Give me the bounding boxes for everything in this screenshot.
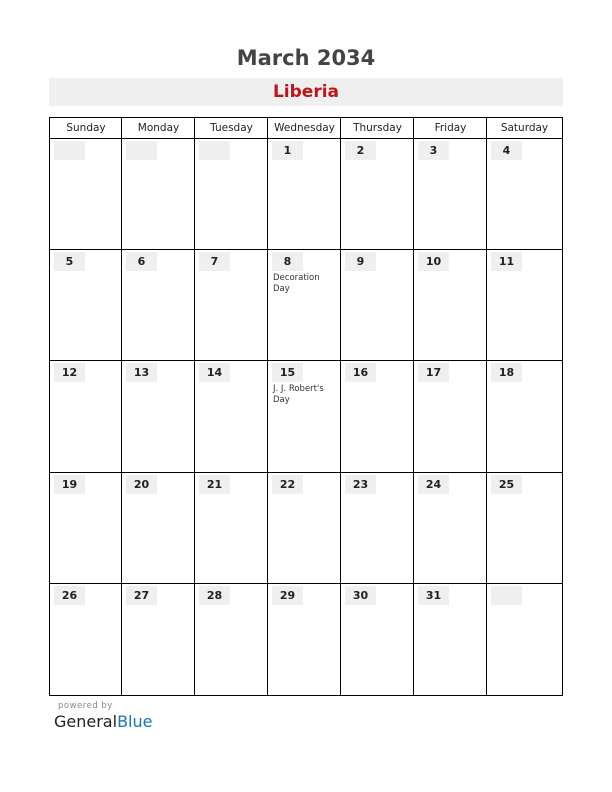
day-cell[interactable]: [341, 250, 414, 361]
day-cell[interactable]: [341, 361, 414, 473]
day-number: 20: [126, 475, 157, 494]
day-cell[interactable]: [122, 584, 195, 695]
day-number: 9: [345, 252, 376, 271]
day-number: 27: [126, 586, 157, 605]
brand-blue-text: Blue: [117, 712, 153, 731]
day-cell[interactable]: [268, 250, 341, 361]
day-cell[interactable]: [414, 250, 487, 361]
day-cell[interactable]: [414, 139, 487, 250]
day-cell[interactable]: [50, 473, 122, 584]
holiday-event: Decoration Day: [273, 273, 320, 294]
day-number: 15: [272, 363, 303, 382]
empty-day-marker: [199, 141, 230, 160]
day-number: 6: [126, 252, 157, 271]
day-number: 11: [491, 252, 522, 271]
page-title: March 2034: [236, 46, 376, 70]
day-cell[interactable]: [268, 361, 341, 473]
weekday-friday: Friday: [434, 122, 467, 134]
empty-day-marker: [54, 141, 85, 160]
calendar-grid: [49, 117, 563, 696]
day-cell[interactable]: [122, 473, 195, 584]
day-number: 14: [199, 363, 230, 382]
day-cell[interactable]: [341, 584, 414, 695]
day-number: 26: [54, 586, 85, 605]
day-number: 30: [345, 586, 376, 605]
weekday-thursday: Thursday: [353, 122, 402, 134]
day-cell[interactable]: [50, 584, 122, 695]
day-cell[interactable]: [487, 250, 562, 361]
country-banner: Liberia: [49, 78, 563, 106]
day-number: 31: [418, 586, 449, 605]
powered-by-label: powered by: [58, 701, 113, 711]
day-cell[interactable]: [268, 139, 341, 250]
day-number: 7: [199, 252, 230, 271]
day-number: 12: [54, 363, 85, 382]
day-cell[interactable]: [487, 473, 562, 584]
day-cell[interactable]: [414, 473, 487, 584]
holiday-event: J. J. Robert's Day: [273, 384, 324, 405]
day-number: 21: [199, 475, 230, 494]
day-cell[interactable]: [268, 584, 341, 695]
day-number: 19: [54, 475, 85, 494]
day-cell[interactable]: [195, 361, 268, 473]
day-number: 1: [272, 141, 303, 160]
day-cell[interactable]: [268, 473, 341, 584]
generalblue-logo[interactable]: [54, 712, 152, 731]
day-cell[interactable]: [341, 139, 414, 250]
day-number: 5: [54, 252, 85, 271]
day-cell[interactable]: [487, 139, 562, 250]
day-cell[interactable]: [195, 250, 268, 361]
weekday-saturday: Saturday: [500, 122, 549, 134]
day-cell[interactable]: [414, 584, 487, 695]
weekday-wednesday: Wednesday: [274, 122, 335, 134]
day-cell[interactable]: [195, 584, 268, 695]
day-number: 3: [418, 141, 449, 160]
day-cell[interactable]: [341, 473, 414, 584]
day-number: 18: [491, 363, 522, 382]
day-number: 17: [418, 363, 449, 382]
day-number: 4: [491, 141, 522, 160]
brand-general-text: General: [54, 712, 118, 731]
day-number: 23: [345, 475, 376, 494]
empty-day-cell: [122, 139, 195, 250]
weekday-monday: Monday: [137, 122, 180, 134]
day-cell[interactable]: [195, 473, 268, 584]
day-cell[interactable]: [414, 361, 487, 473]
weekday-tuesday: Tuesday: [210, 122, 253, 134]
day-number: 28: [199, 586, 230, 605]
weekday-sunday: Sunday: [66, 122, 106, 134]
day-number: 13: [126, 363, 157, 382]
day-number: 24: [418, 475, 449, 494]
day-number: 2: [345, 141, 376, 160]
empty-day-cell: [50, 139, 122, 250]
day-cell[interactable]: [122, 250, 195, 361]
day-number: 10: [418, 252, 449, 271]
day-number: 29: [272, 586, 303, 605]
day-cell[interactable]: [50, 361, 122, 473]
day-number: 22: [272, 475, 303, 494]
day-cell[interactable]: [122, 361, 195, 473]
day-number: 8: [272, 252, 303, 271]
empty-day-cell: [487, 584, 562, 695]
day-cell[interactable]: [487, 361, 562, 473]
day-cell[interactable]: [50, 250, 122, 361]
empty-day-marker: [126, 141, 157, 160]
day-number: 25: [491, 475, 522, 494]
day-number: 16: [345, 363, 376, 382]
empty-day-marker: [491, 586, 522, 605]
empty-day-cell: [195, 139, 268, 250]
